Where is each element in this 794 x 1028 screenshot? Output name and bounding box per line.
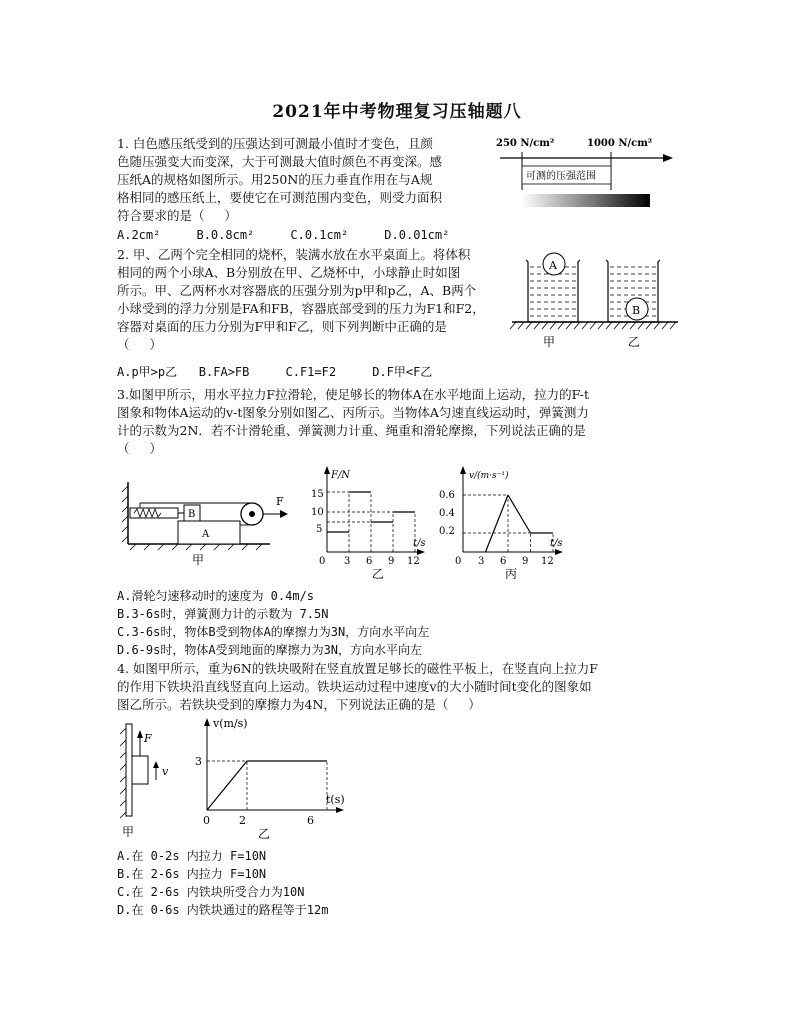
q3-vt-caption: 丙 xyxy=(505,567,518,581)
q3-ft-ytick: 15 xyxy=(311,489,324,500)
q2-line: 2. 甲、乙两个完全相同的烧杯，装满水放在水平桌面上。将体积 xyxy=(117,247,471,262)
q4-vt-xtick: 2 xyxy=(239,814,246,827)
q1-line: 格相同的感压纸上，要使它在可测范围内变色，则受力面积 xyxy=(117,190,443,205)
q1-options: A.2cm² B.0.8cm² C.0.1cm² D.0.01cm² xyxy=(117,228,450,242)
q4-option: D.在 0-6s 内铁块通过的路程等于12m xyxy=(117,903,329,917)
q4-vt-xtick: 6 xyxy=(307,814,314,827)
q2-caption-right: 乙 xyxy=(628,335,641,349)
q3-block-b-label: B xyxy=(188,509,196,520)
q2-line: 相同的两个小球A、B分别放在甲、乙烧杯中，小球静止时如图 xyxy=(117,265,461,280)
q3-vt-xtick: 0 xyxy=(455,556,462,567)
q3-apparatus-figure xyxy=(120,478,295,568)
q2-options: A.p甲>p乙 B.FA>FB C.F1=F2 D.F甲<F乙 xyxy=(117,365,433,379)
q3-vt-ylabel: v/(m·s⁻¹) xyxy=(469,471,509,481)
q3-vt-xtick: 12 xyxy=(541,556,554,567)
page-title: 2021年中考物理复习压轴题八 xyxy=(272,102,522,122)
q1-scale-arrow xyxy=(663,154,673,162)
q1-line: 1. 白色感压纸受到的压强达到可测最小值时才变色，且颜 xyxy=(117,136,433,151)
q4-iron-block xyxy=(132,756,148,784)
q3-vt-xlabel: t/s xyxy=(550,538,563,549)
q4-vt-xlabel: t(s) xyxy=(326,793,345,806)
q4-option: C.在 2-6s 内铁块所受合力为10N xyxy=(117,885,305,899)
q3-ft-xtick: 6 xyxy=(366,556,373,567)
q2-line: 容器对桌面的压力分别为F甲和F乙，则下列判断中正确的是 xyxy=(117,319,447,334)
q4-option: A.在 0-2s 内拉力 F=10N xyxy=(117,849,267,863)
q2-ball-b-label: B xyxy=(632,304,641,317)
q3-vt-xtick: 9 xyxy=(522,556,529,567)
q3-vt-xtick: 3 xyxy=(478,556,485,567)
q3-vt-ytick: 0.4 xyxy=(439,508,455,519)
q3-option: D.6-9s时，物体A受到地面的摩擦力为3N，方向水平向左 xyxy=(117,643,423,657)
q4-magnetic-plate xyxy=(126,724,132,816)
q3-ft-ytick: 5 xyxy=(316,524,323,535)
q3-ft-xtick: 12 xyxy=(407,556,420,567)
q2-line: 所示。甲、乙两杯水对容器底的压强分别为p甲和p乙，A、B两个 xyxy=(117,283,477,298)
q3-ft-chart xyxy=(305,460,435,581)
q1-line: 色随压强变大而变深，大于可测最大值时颜色不再变深。感 xyxy=(117,154,443,169)
q4-vt-xtick: 0 xyxy=(203,814,210,827)
q3-force-label: F xyxy=(276,495,284,508)
q3-line: 3.如图甲所示，用水平拉力F拉滑轮，使足够长的物体A在水平地面上运动，拉力的F-t xyxy=(117,387,589,402)
q3-option: C.3-6s时，物体B受到物体A的摩擦力为3N，方向水平向左 xyxy=(117,625,430,639)
q4-line: 4. 如图甲所示，重为6N的铁块吸附在竖直放置足够长的磁性平板上，在竖直向上拉力F xyxy=(117,661,598,676)
q1-line: 符合要求的是（ ） xyxy=(117,208,237,223)
q3-ft-caption: 乙 xyxy=(372,567,385,581)
q1-pressure-scale-figure xyxy=(490,130,680,212)
q4-velocity-label: v xyxy=(162,765,169,778)
q3-vt-ytick: 0.6 xyxy=(439,490,455,501)
q4-vt-chart xyxy=(190,712,350,842)
q3-vt-chart xyxy=(433,460,573,581)
q4-line: 图乙所示。若铁块受到的摩擦力为4N，下列说法正确的是（ ） xyxy=(117,697,481,712)
q3-option: A.滑轮匀速移动时的速度为 0.4m/s xyxy=(117,589,315,603)
q1-color-gradient xyxy=(522,194,650,207)
q3-ft-xtick: 0 xyxy=(319,556,326,567)
q3-ft-xtick: 9 xyxy=(388,556,395,567)
q3-pulley-axle xyxy=(249,511,255,517)
q3-block-a-label: A xyxy=(202,529,210,540)
q3-caption-jia: 甲 xyxy=(192,553,205,567)
q1-range-label: 可测的压强范围 xyxy=(526,171,596,182)
q4-force-label: F xyxy=(144,732,152,745)
q3-ft-ytick: 10 xyxy=(311,507,324,518)
q2-beakers-figure xyxy=(510,250,680,350)
q1-line: 压纸A的规格如图所示。用250N的压力垂直作用在与A规 xyxy=(117,172,433,187)
q3-vt-series-segment xyxy=(508,495,531,533)
q4-option: B.在 2-6s 内拉力 F=10N xyxy=(117,867,267,881)
q3-ft-xtick: 3 xyxy=(344,556,351,567)
q3-option: B.3-6s时，弹簧测力计的示数为 7.5N xyxy=(117,607,329,621)
q4-vt-caption: 乙 xyxy=(258,827,271,841)
q3-vt-xtick: 6 xyxy=(500,556,507,567)
q4-vt-ylabel: v(m/s) xyxy=(213,717,248,730)
q4-vt-ytick: 3 xyxy=(195,755,202,768)
q3-vt-ytick: 0.2 xyxy=(439,526,455,537)
q4-caption-jia: 甲 xyxy=(122,825,135,839)
q3-line: 图象和物体A运动的v-t图象分别如图乙、丙所示。当物体A匀速直线运动时，弹簧测力 xyxy=(117,405,589,420)
q3-ft-ylabel: F/N xyxy=(331,470,351,481)
q3-line: 计的示数为2N．若不计滑轮重、弹簧测力计重、绳重和滑轮摩擦，下列说法正确的是 xyxy=(117,423,586,438)
q1-label-max: 1000 N/cm² xyxy=(587,138,653,149)
q2-line: 小球受到的浮力分别是FA和FB，容器底部受到的压力为F1和F2， xyxy=(117,301,485,316)
q1-label-min: 250 N/cm² xyxy=(496,138,555,149)
q4-block-figure xyxy=(118,718,188,842)
q4-line: 的作用下铁块沿直线竖直向上运动。铁块运动过程中速度v的大小随时间t变化的图象如 xyxy=(117,679,592,694)
q3-ft-xlabel: t/s xyxy=(413,538,426,549)
q2-caption-left: 甲 xyxy=(543,335,556,349)
q2-line: （ ） xyxy=(117,337,162,352)
q3-vt-series-segment xyxy=(486,495,509,552)
q3-line: （ ） xyxy=(117,441,162,456)
q2-ball-a-label: A xyxy=(549,259,557,272)
q4-vt-series-segment xyxy=(207,761,247,810)
